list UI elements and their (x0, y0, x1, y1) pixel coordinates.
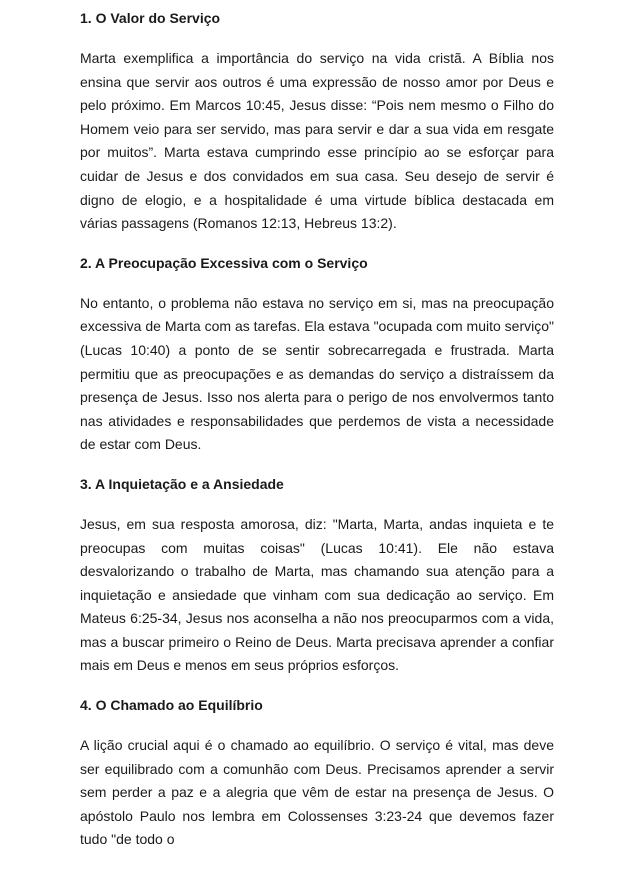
section-valor-do-servico (80, 8, 554, 236)
section-heading: 2. A Preocupação Excessiva com o Serviço (80, 254, 368, 271)
section-heading: 1. O Valor do Serviço (80, 10, 221, 26)
section-preocupacao-excessiva (80, 253, 554, 457)
section-paragraph: No entanto, o problema não estava no serviço em si, mas na preocupação excessiva de Marta com as tarefas. Ela estava "ocupada com muito serviço" (Lucas 10:40) a ponto de se sentir sobrecarregada e frustrada. Marta permitiu que as preocupações e as demandas do serviço a distraíssem da presença de Jesus. Isso nos alerta para o perigo de nos envolvermos tanto nas atividades e responsabilidades que perdemos de vista a necessidade de estar com Deus. (80, 294, 554, 453)
section-heading: 4. O Chamado ao Equilíbrio (80, 697, 263, 714)
section-paragraph: Marta exemplifica a importância do serviço na vida cristã. A Bíblia nos ensina que servir aos outros é uma expressão de nosso amor por Deus e pelo próximo. Em Marcos 10:45, Jesus disse: “Pois nem mesmo o Filho do Homem veio para ser servido, mas para servir e dar a sua vida em resgate por muitos”. Marta estava cumprindo esse princípio ao se esforçar para cuidar de Jesus e dos convidados em sua casa. Seu desejo de servir é digno de elogio, e a hospitalidade é uma virtude bíblica destacada em várias passagens (Romanos 12:13, Hebreus 13:2). (80, 50, 554, 232)
section-paragraph: A lição crucial aqui é o chamado ao equilíbrio. O serviço é vital, mas deve ser equilibrado com a comunhão com Deus. Precisamos aprender a servir sem perder a paz e a alegria que vêm de estar na presença de Jesus. O apóstolo Paulo nos lembra em Colossenses 3:23-24 que devemos fazer tudo "de todo o (80, 737, 554, 848)
section-heading: 3. A Inquietação e a Ansiedade (80, 475, 284, 492)
section-paragraph: Jesus, em sua resposta amorosa, diz: "Marta, Marta, andas inquieta e te preocupas com muitas coisas" (Lucas 10:41). Ele não estava desvalorizando o trabalho de Marta, mas chamando sua atenção para a inquietação e ansiedade que vinham com sua dedicação ao serviço. Em Mateus 6:25-34, Jesus nos aconselha a não nos preocuparmos com a vida, mas a buscar primeiro o Reino de Deus. Marta precisava aprender a confiar mais em Deus e menos em seus próprios esforços. (80, 515, 554, 674)
section-chamado-equilibrio (80, 695, 554, 852)
section-inquietacao-ansiedade (80, 474, 554, 678)
document-page (80, 8, 554, 869)
